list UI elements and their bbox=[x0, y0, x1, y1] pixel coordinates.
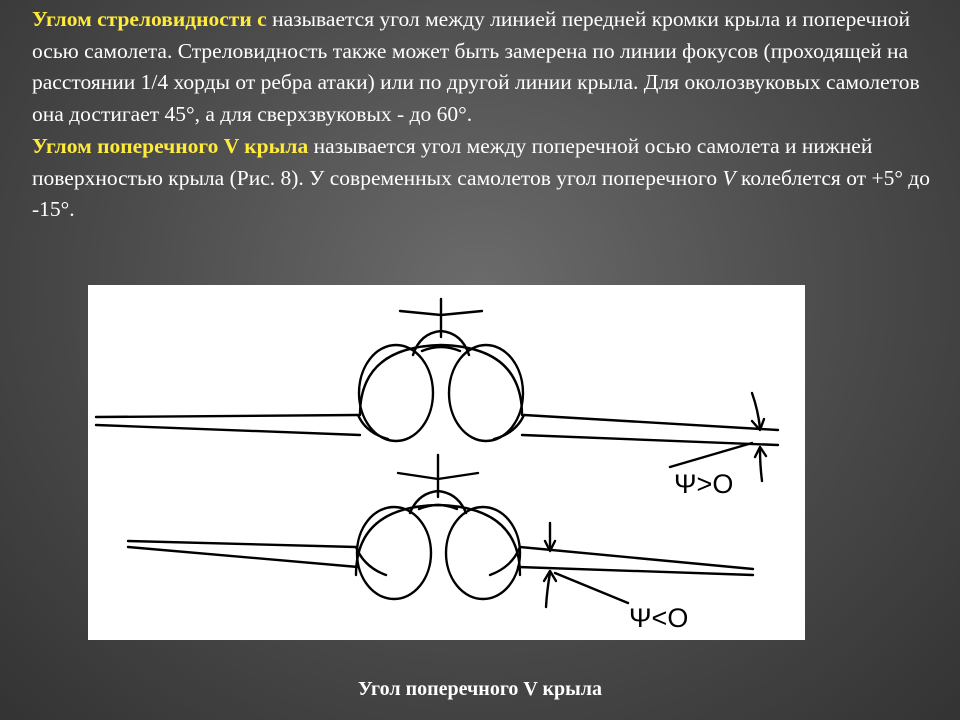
fillet-right-top bbox=[494, 415, 524, 439]
slide-body-text bbox=[32, 4, 932, 226]
dihedral-angle-paragraph bbox=[32, 131, 932, 226]
sweep-angle-definition: называется угол между линией передней кромки крыла и поперечной осью самолета. Стреловидность также может быть замерена по линии фокусов (проходящей на расстоянии 1/4 хорды от ребра атаки) или по другой линии крыла. Для околозвуковых самолетов она достигает 45°, а для сверхзвуковых - до 60°. bbox=[32, 7, 920, 127]
fuselage-top bbox=[360, 345, 522, 415]
label-negative-dihedral: Ψ<O bbox=[629, 603, 689, 633]
intake-right-bottom bbox=[446, 507, 520, 599]
wing-right-upper-bottom bbox=[520, 547, 753, 569]
wing-right-lower-bottom bbox=[518, 567, 753, 575]
wing-left-lower-top bbox=[96, 425, 360, 435]
leader-negative bbox=[555, 573, 628, 603]
sweep-angle-paragraph bbox=[32, 4, 932, 131]
wing-right-lower-top bbox=[522, 435, 778, 445]
wing-left-lower-bottom bbox=[128, 547, 358, 567]
fillet-right-bottom bbox=[490, 547, 520, 575]
intake-left-top bbox=[359, 345, 433, 441]
dihedral-v-symbol: V bbox=[722, 165, 736, 190]
label-positive-dihedral: Ψ>O bbox=[674, 469, 734, 499]
wing-right-upper-top bbox=[524, 415, 778, 430]
intake-right-top bbox=[449, 345, 523, 441]
fillet-left-top bbox=[358, 415, 388, 439]
figure-caption: Угол поперечного V крыла bbox=[358, 678, 602, 700]
dihedral-figure bbox=[88, 285, 805, 640]
wing-left-upper-top bbox=[96, 415, 358, 417]
dihedral-diagram bbox=[88, 285, 805, 640]
aircraft-positive-dihedral bbox=[96, 299, 778, 481]
wing-left-upper-bottom bbox=[128, 541, 356, 547]
dihedral-angle-definition-a: называется угол между поперечной осью самолета и нижней поверхностью крыла (Рис. 8). У современных самолетов угол поперечного bbox=[32, 133, 873, 190]
canopy-frame-top bbox=[422, 347, 460, 351]
sweep-angle-term: Углом стреловидности с bbox=[32, 7, 267, 31]
dihedral-angle-definition-b: колеблется от +5° до -15°. bbox=[32, 165, 930, 222]
leader-positive bbox=[670, 443, 752, 467]
arrow-lower-positive bbox=[760, 450, 762, 481]
intake-left-bottom bbox=[357, 507, 431, 599]
aircraft-negative-dihedral bbox=[128, 455, 753, 607]
fuselage-bottom bbox=[356, 505, 520, 575]
dihedral-angle-term: Углом поперечного V крыла bbox=[32, 133, 309, 158]
